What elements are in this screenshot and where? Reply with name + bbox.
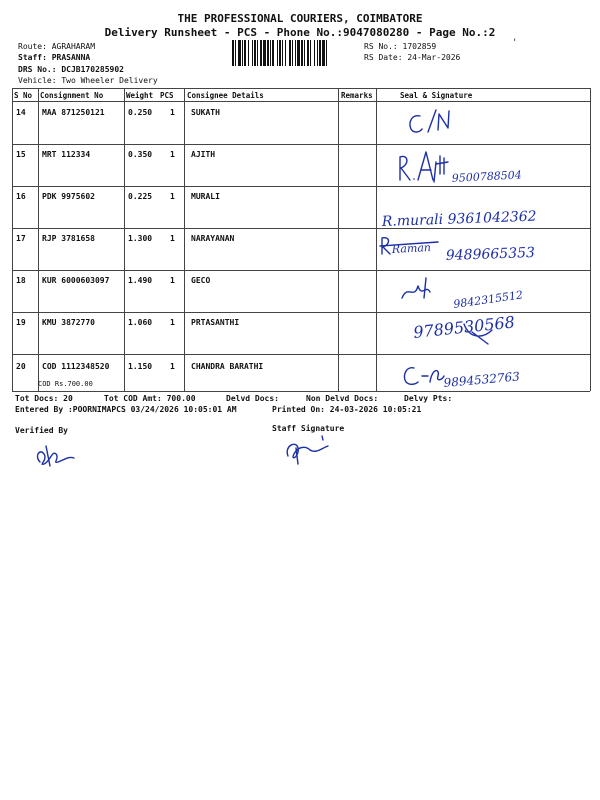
rs-date: RS Date: 24-Mar-2026 [364, 53, 461, 62]
row-sno: 20 [16, 362, 26, 371]
verified-by-label: Verified By [15, 426, 68, 435]
svg-text:9489665353: 9489665353 [445, 244, 536, 264]
vehicle-label: Vehicle: Two Wheeler Delivery [18, 76, 158, 85]
column-header-pcs: PCS [160, 91, 174, 100]
tick-mark: ' [512, 38, 518, 48]
row-weight: 0.350 [128, 150, 153, 159]
row-consignee: PRTASANTHI [191, 318, 240, 327]
non-delivered-docs: Non Delvd Docs: [306, 394, 379, 403]
printed-on: Printed On: 24-03-2026 10:05:21 [272, 405, 422, 414]
row-consignment: KUR 6000603097 [42, 276, 110, 285]
barcode-image [232, 40, 358, 66]
cod-amount-note: COD Rs.700.00 [38, 380, 93, 388]
row-consignment: MAA 871250121 [42, 108, 105, 117]
row-sno: 17 [16, 234, 26, 243]
row-pcs: 1 [170, 150, 175, 159]
row-pcs: 1 [170, 108, 175, 117]
runsheet-subtitle: Delivery Runsheet - PCS - Phone No.:9047080280 - Page No.:2 [104, 26, 496, 39]
row-sno: 19 [16, 318, 26, 327]
row-pcs: 1 [170, 362, 175, 371]
svg-text:9500788504: 9500788504 [451, 168, 523, 185]
row-weight: 0.225 [128, 192, 153, 201]
column-header-weight: Weight [126, 91, 154, 100]
row-sno: 14 [16, 108, 26, 117]
svg-text:Raman: Raman [391, 240, 432, 256]
handwritten-signatures [378, 102, 590, 392]
row-pcs: 1 [170, 318, 175, 327]
entered-by: Entered By :POORNIMAPCS 03/24/2026 10:05:01 AM [15, 405, 237, 414]
row-consignee: GECO [191, 276, 211, 285]
row-pcs: 1 [170, 192, 175, 201]
company-title: THE PROFESSIONAL COURIERS, COIMBATORE [177, 12, 423, 25]
row-consignment: COD 1112348520 [42, 362, 110, 371]
row-consignee: MURALI [191, 192, 220, 201]
verifier-signature-image [30, 440, 90, 470]
route-label: Route: AGRAHARAM [18, 42, 96, 51]
row-weight: 1.300 [128, 234, 153, 243]
row-consignee: CHANDRA BARATHI [191, 362, 264, 371]
staff-label: Staff: PRASANNA [18, 53, 91, 62]
staff-signature-label: Staff Signature [272, 424, 345, 433]
row-consignee: NARAYANAN [191, 234, 235, 243]
row-weight: 1.060 [128, 318, 153, 327]
row-sno: 16 [16, 192, 26, 201]
row-consignee: AJITH [191, 150, 216, 159]
delivery-points: Delvy Pts: [404, 394, 453, 403]
svg-text:9894532763: 9894532763 [443, 369, 521, 390]
column-header-remarks: Remarks [341, 91, 373, 100]
row-weight: 0.250 [128, 108, 153, 117]
row-consignee: SUKATH [191, 108, 220, 117]
total-docs: Tot Docs: 20 [15, 394, 73, 403]
row-consignment: PDK 9975602 [42, 192, 95, 201]
row-weight: 1.150 [128, 362, 153, 371]
column-header-sno: S No [14, 91, 33, 100]
row-pcs: 1 [170, 234, 175, 243]
row-pcs: 1 [170, 276, 175, 285]
staff-signature-image [282, 432, 342, 468]
row-sno: 18 [16, 276, 26, 285]
row-consignment: KMU 3872770 [42, 318, 95, 327]
row-weight: 1.490 [128, 276, 153, 285]
row-consignment: MRT 112334 [42, 150, 91, 159]
column-header-seal: Seal & Signature [400, 91, 473, 100]
svg-text:9842315512: 9842315512 [452, 288, 524, 311]
svg-text:9789530568: 9789530568 [412, 312, 516, 342]
svg-text:R.murali 9361042362: R.murali 9361042362 [381, 208, 537, 230]
delivered-docs: Delvd Docs: [226, 394, 279, 403]
row-consignment: RJP 3781658 [42, 234, 95, 243]
column-header-consignee: Consignee Details [187, 91, 264, 100]
column-header-consignment: Consignment No [40, 91, 104, 100]
rs-number: RS No.: 1702859 [364, 42, 437, 51]
drs-number: DRS No.: DCJB170285902 [18, 65, 124, 74]
row-sno: 15 [16, 150, 26, 159]
total-cod-amount: Tot COD Amt: 700.00 [104, 394, 196, 403]
